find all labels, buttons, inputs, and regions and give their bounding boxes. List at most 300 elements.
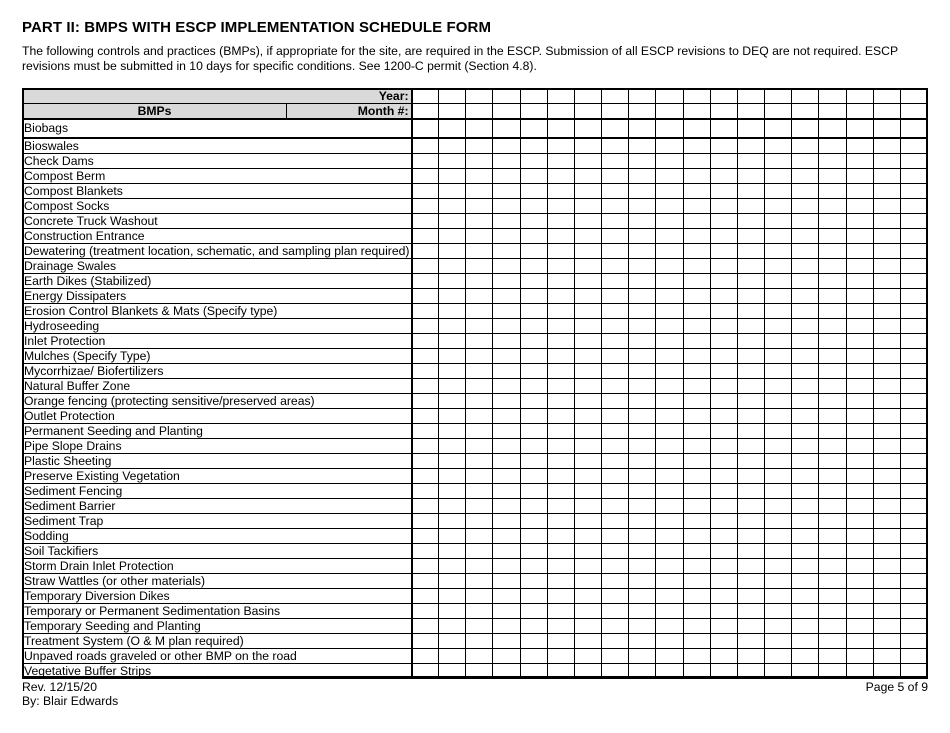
schedule-cell[interactable]: [737, 424, 764, 439]
schedule-cell[interactable]: [439, 649, 466, 664]
schedule-cell[interactable]: [629, 289, 656, 304]
schedule-cell[interactable]: [629, 409, 656, 424]
schedule-cell[interactable]: [656, 199, 683, 214]
schedule-cell[interactable]: [710, 619, 737, 634]
schedule-cell[interactable]: [846, 604, 873, 619]
schedule-cell[interactable]: [683, 214, 710, 229]
schedule-cell[interactable]: [710, 439, 737, 454]
schedule-cell[interactable]: [629, 334, 656, 349]
schedule-cell[interactable]: [846, 499, 873, 514]
schedule-cell[interactable]: [602, 289, 629, 304]
schedule-cell[interactable]: [819, 484, 846, 499]
schedule-cell[interactable]: [846, 544, 873, 559]
month-input-cell[interactable]: [547, 104, 574, 120]
schedule-cell[interactable]: [466, 169, 493, 184]
schedule-cell[interactable]: [412, 289, 439, 304]
schedule-cell[interactable]: [710, 334, 737, 349]
schedule-cell[interactable]: [792, 379, 819, 394]
schedule-cell[interactable]: [439, 394, 466, 409]
schedule-cell[interactable]: [819, 274, 846, 289]
schedule-cell[interactable]: [737, 409, 764, 424]
schedule-cell[interactable]: [493, 349, 520, 364]
schedule-cell[interactable]: [439, 439, 466, 454]
schedule-cell[interactable]: [683, 499, 710, 514]
schedule-cell[interactable]: [683, 469, 710, 484]
schedule-cell[interactable]: [873, 319, 900, 334]
schedule-cell[interactable]: [819, 119, 846, 138]
schedule-cell[interactable]: [765, 544, 792, 559]
schedule-cell[interactable]: [412, 484, 439, 499]
schedule-cell[interactable]: [439, 559, 466, 574]
schedule-cell[interactable]: [574, 529, 601, 544]
year-input-cell[interactable]: [710, 89, 737, 104]
schedule-cell[interactable]: [765, 454, 792, 469]
schedule-cell[interactable]: [710, 214, 737, 229]
schedule-cell[interactable]: [683, 334, 710, 349]
schedule-cell[interactable]: [547, 544, 574, 559]
schedule-cell[interactable]: [520, 424, 547, 439]
month-input-cell[interactable]: [683, 104, 710, 120]
schedule-cell[interactable]: [574, 409, 601, 424]
schedule-cell[interactable]: [439, 574, 466, 589]
schedule-cell[interactable]: [683, 229, 710, 244]
schedule-cell[interactable]: [520, 274, 547, 289]
schedule-cell[interactable]: [765, 289, 792, 304]
schedule-cell[interactable]: [439, 199, 466, 214]
schedule-cell[interactable]: [547, 289, 574, 304]
schedule-cell[interactable]: [439, 454, 466, 469]
schedule-cell[interactable]: [412, 394, 439, 409]
schedule-cell[interactable]: [520, 364, 547, 379]
schedule-cell[interactable]: [602, 138, 629, 154]
schedule-cell[interactable]: [520, 619, 547, 634]
schedule-cell[interactable]: [439, 289, 466, 304]
schedule-cell[interactable]: [792, 424, 819, 439]
schedule-cell[interactable]: [466, 664, 493, 679]
schedule-cell[interactable]: [873, 454, 900, 469]
schedule-cell[interactable]: [466, 559, 493, 574]
schedule-cell[interactable]: [412, 319, 439, 334]
schedule-cell[interactable]: [683, 289, 710, 304]
schedule-cell[interactable]: [819, 559, 846, 574]
schedule-cell[interactable]: [683, 664, 710, 679]
schedule-cell[interactable]: [683, 364, 710, 379]
schedule-cell[interactable]: [683, 454, 710, 469]
schedule-cell[interactable]: [873, 289, 900, 304]
schedule-cell[interactable]: [466, 259, 493, 274]
schedule-cell[interactable]: [656, 589, 683, 604]
schedule-cell[interactable]: [792, 304, 819, 319]
schedule-cell[interactable]: [792, 394, 819, 409]
schedule-cell[interactable]: [710, 184, 737, 199]
schedule-cell[interactable]: [737, 199, 764, 214]
schedule-cell[interactable]: [466, 469, 493, 484]
schedule-cell[interactable]: [737, 634, 764, 649]
schedule-cell[interactable]: [819, 409, 846, 424]
schedule-cell[interactable]: [629, 379, 656, 394]
schedule-cell[interactable]: [819, 244, 846, 259]
schedule-cell[interactable]: [629, 119, 656, 138]
schedule-cell[interactable]: [547, 559, 574, 574]
schedule-cell[interactable]: [683, 304, 710, 319]
schedule-cell[interactable]: [710, 499, 737, 514]
schedule-cell[interactable]: [846, 304, 873, 319]
schedule-cell[interactable]: [819, 604, 846, 619]
schedule-cell[interactable]: [900, 634, 927, 649]
schedule-cell[interactable]: [439, 619, 466, 634]
schedule-cell[interactable]: [629, 214, 656, 229]
schedule-cell[interactable]: [547, 634, 574, 649]
schedule-cell[interactable]: [792, 349, 819, 364]
schedule-cell[interactable]: [656, 349, 683, 364]
schedule-cell[interactable]: [873, 199, 900, 214]
schedule-cell[interactable]: [520, 469, 547, 484]
schedule-cell[interactable]: [547, 229, 574, 244]
schedule-cell[interactable]: [493, 439, 520, 454]
schedule-cell[interactable]: [710, 409, 737, 424]
schedule-cell[interactable]: [493, 499, 520, 514]
schedule-cell[interactable]: [439, 469, 466, 484]
schedule-cell[interactable]: [574, 424, 601, 439]
schedule-cell[interactable]: [547, 319, 574, 334]
schedule-cell[interactable]: [846, 319, 873, 334]
schedule-cell[interactable]: [656, 154, 683, 169]
schedule-cell[interactable]: [574, 214, 601, 229]
year-input-cell[interactable]: [765, 89, 792, 104]
schedule-cell[interactable]: [873, 184, 900, 199]
schedule-cell[interactable]: [520, 604, 547, 619]
schedule-cell[interactable]: [873, 514, 900, 529]
schedule-cell[interactable]: [520, 409, 547, 424]
schedule-cell[interactable]: [412, 544, 439, 559]
schedule-cell[interactable]: [683, 634, 710, 649]
schedule-cell[interactable]: [466, 634, 493, 649]
schedule-cell[interactable]: [629, 559, 656, 574]
month-input-cell[interactable]: [602, 104, 629, 120]
schedule-cell[interactable]: [900, 379, 927, 394]
schedule-cell[interactable]: [493, 259, 520, 274]
schedule-cell[interactable]: [629, 634, 656, 649]
schedule-cell[interactable]: [846, 439, 873, 454]
schedule-cell[interactable]: [412, 574, 439, 589]
schedule-cell[interactable]: [873, 469, 900, 484]
schedule-cell[interactable]: [656, 559, 683, 574]
schedule-cell[interactable]: [656, 409, 683, 424]
schedule-cell[interactable]: [792, 634, 819, 649]
year-input-cell[interactable]: [493, 89, 520, 104]
schedule-cell[interactable]: [819, 199, 846, 214]
schedule-cell[interactable]: [466, 244, 493, 259]
schedule-cell[interactable]: [710, 154, 737, 169]
schedule-cell[interactable]: [520, 138, 547, 154]
schedule-cell[interactable]: [765, 184, 792, 199]
schedule-cell[interactable]: [656, 424, 683, 439]
schedule-cell[interactable]: [656, 454, 683, 469]
schedule-cell[interactable]: [574, 199, 601, 214]
schedule-cell[interactable]: [574, 544, 601, 559]
schedule-cell[interactable]: [602, 589, 629, 604]
schedule-cell[interactable]: [520, 454, 547, 469]
schedule-cell[interactable]: [873, 559, 900, 574]
schedule-cell[interactable]: [819, 364, 846, 379]
schedule-cell[interactable]: [819, 184, 846, 199]
schedule-cell[interactable]: [439, 274, 466, 289]
schedule-cell[interactable]: [737, 364, 764, 379]
schedule-cell[interactable]: [629, 469, 656, 484]
month-input-cell[interactable]: [765, 104, 792, 120]
schedule-cell[interactable]: [574, 274, 601, 289]
schedule-cell[interactable]: [737, 559, 764, 574]
schedule-cell[interactable]: [846, 214, 873, 229]
schedule-cell[interactable]: [656, 544, 683, 559]
schedule-cell[interactable]: [493, 589, 520, 604]
schedule-cell[interactable]: [547, 214, 574, 229]
schedule-cell[interactable]: [466, 604, 493, 619]
schedule-cell[interactable]: [520, 304, 547, 319]
schedule-cell[interactable]: [574, 349, 601, 364]
schedule-cell[interactable]: [900, 289, 927, 304]
schedule-cell[interactable]: [412, 664, 439, 679]
schedule-cell[interactable]: [547, 469, 574, 484]
schedule-cell[interactable]: [900, 199, 927, 214]
schedule-cell[interactable]: [412, 469, 439, 484]
schedule-cell[interactable]: [412, 154, 439, 169]
schedule-cell[interactable]: [900, 664, 927, 679]
month-input-cell[interactable]: [574, 104, 601, 120]
schedule-cell[interactable]: [900, 154, 927, 169]
schedule-cell[interactable]: [656, 184, 683, 199]
schedule-cell[interactable]: [629, 544, 656, 559]
schedule-cell[interactable]: [737, 259, 764, 274]
schedule-cell[interactable]: [574, 559, 601, 574]
schedule-cell[interactable]: [547, 409, 574, 424]
schedule-cell[interactable]: [710, 559, 737, 574]
schedule-cell[interactable]: [737, 604, 764, 619]
schedule-cell[interactable]: [792, 119, 819, 138]
month-input-cell[interactable]: [520, 104, 547, 120]
schedule-cell[interactable]: [765, 229, 792, 244]
schedule-cell[interactable]: [792, 214, 819, 229]
schedule-cell[interactable]: [656, 229, 683, 244]
schedule-cell[interactable]: [547, 364, 574, 379]
schedule-cell[interactable]: [629, 169, 656, 184]
schedule-cell[interactable]: [629, 529, 656, 544]
schedule-cell[interactable]: [765, 514, 792, 529]
month-input-cell[interactable]: [846, 104, 873, 120]
schedule-cell[interactable]: [710, 169, 737, 184]
schedule-cell[interactable]: [765, 484, 792, 499]
schedule-cell[interactable]: [710, 379, 737, 394]
schedule-cell[interactable]: [900, 259, 927, 274]
schedule-cell[interactable]: [846, 334, 873, 349]
schedule-cell[interactable]: [547, 349, 574, 364]
schedule-cell[interactable]: [765, 138, 792, 154]
schedule-cell[interactable]: [629, 364, 656, 379]
schedule-cell[interactable]: [493, 649, 520, 664]
schedule-cell[interactable]: [765, 244, 792, 259]
schedule-cell[interactable]: [547, 154, 574, 169]
schedule-cell[interactable]: [493, 409, 520, 424]
schedule-cell[interactable]: [792, 439, 819, 454]
schedule-cell[interactable]: [819, 169, 846, 184]
schedule-cell[interactable]: [466, 649, 493, 664]
schedule-cell[interactable]: [819, 379, 846, 394]
schedule-cell[interactable]: [602, 514, 629, 529]
schedule-cell[interactable]: [846, 349, 873, 364]
schedule-cell[interactable]: [656, 529, 683, 544]
schedule-cell[interactable]: [602, 229, 629, 244]
schedule-cell[interactable]: [656, 169, 683, 184]
schedule-cell[interactable]: [629, 199, 656, 214]
schedule-cell[interactable]: [819, 634, 846, 649]
schedule-cell[interactable]: [683, 394, 710, 409]
schedule-cell[interactable]: [520, 499, 547, 514]
schedule-cell[interactable]: [520, 289, 547, 304]
schedule-cell[interactable]: [683, 484, 710, 499]
schedule-cell[interactable]: [792, 199, 819, 214]
schedule-cell[interactable]: [873, 484, 900, 499]
schedule-cell[interactable]: [873, 619, 900, 634]
schedule-cell[interactable]: [900, 499, 927, 514]
schedule-cell[interactable]: [819, 424, 846, 439]
schedule-cell[interactable]: [873, 138, 900, 154]
schedule-cell[interactable]: [737, 619, 764, 634]
schedule-cell[interactable]: [873, 244, 900, 259]
schedule-cell[interactable]: [629, 304, 656, 319]
schedule-cell[interactable]: [412, 439, 439, 454]
schedule-cell[interactable]: [656, 469, 683, 484]
schedule-cell[interactable]: [656, 289, 683, 304]
schedule-cell[interactable]: [547, 199, 574, 214]
schedule-cell[interactable]: [602, 409, 629, 424]
schedule-cell[interactable]: [900, 619, 927, 634]
schedule-cell[interactable]: [873, 394, 900, 409]
schedule-cell[interactable]: [547, 439, 574, 454]
schedule-cell[interactable]: [656, 619, 683, 634]
schedule-cell[interactable]: [574, 394, 601, 409]
schedule-cell[interactable]: [574, 184, 601, 199]
schedule-cell[interactable]: [819, 289, 846, 304]
year-input-cell[interactable]: [846, 89, 873, 104]
year-input-cell[interactable]: [466, 89, 493, 104]
schedule-cell[interactable]: [737, 274, 764, 289]
schedule-cell[interactable]: [710, 138, 737, 154]
schedule-cell[interactable]: [792, 244, 819, 259]
schedule-cell[interactable]: [520, 319, 547, 334]
schedule-cell[interactable]: [466, 574, 493, 589]
schedule-cell[interactable]: [900, 604, 927, 619]
schedule-cell[interactable]: [466, 274, 493, 289]
schedule-cell[interactable]: [412, 244, 439, 259]
schedule-cell[interactable]: [792, 529, 819, 544]
schedule-cell[interactable]: [466, 499, 493, 514]
schedule-cell[interactable]: [574, 649, 601, 664]
schedule-cell[interactable]: [765, 559, 792, 574]
schedule-cell[interactable]: [466, 304, 493, 319]
schedule-cell[interactable]: [765, 619, 792, 634]
schedule-cell[interactable]: [574, 138, 601, 154]
schedule-cell[interactable]: [547, 304, 574, 319]
schedule-cell[interactable]: [656, 439, 683, 454]
schedule-cell[interactable]: [846, 529, 873, 544]
schedule-cell[interactable]: [412, 349, 439, 364]
schedule-cell[interactable]: [602, 199, 629, 214]
schedule-cell[interactable]: [574, 154, 601, 169]
schedule-cell[interactable]: [412, 184, 439, 199]
schedule-cell[interactable]: [412, 119, 439, 138]
schedule-cell[interactable]: [602, 544, 629, 559]
schedule-cell[interactable]: [466, 138, 493, 154]
schedule-cell[interactable]: [439, 589, 466, 604]
schedule-cell[interactable]: [819, 574, 846, 589]
schedule-cell[interactable]: [493, 169, 520, 184]
schedule-cell[interactable]: [466, 529, 493, 544]
schedule-cell[interactable]: [737, 119, 764, 138]
schedule-cell[interactable]: [792, 319, 819, 334]
schedule-cell[interactable]: [439, 529, 466, 544]
schedule-cell[interactable]: [520, 484, 547, 499]
schedule-cell[interactable]: [819, 304, 846, 319]
schedule-cell[interactable]: [656, 514, 683, 529]
schedule-cell[interactable]: [873, 214, 900, 229]
schedule-cell[interactable]: [737, 349, 764, 364]
schedule-cell[interactable]: [493, 364, 520, 379]
schedule-cell[interactable]: [547, 379, 574, 394]
schedule-cell[interactable]: [765, 424, 792, 439]
schedule-cell[interactable]: [602, 349, 629, 364]
schedule-cell[interactable]: [765, 199, 792, 214]
schedule-cell[interactable]: [466, 119, 493, 138]
schedule-cell[interactable]: [602, 379, 629, 394]
schedule-cell[interactable]: [792, 138, 819, 154]
schedule-cell[interactable]: [737, 529, 764, 544]
schedule-cell[interactable]: [873, 334, 900, 349]
schedule-cell[interactable]: [737, 138, 764, 154]
schedule-cell[interactable]: [493, 604, 520, 619]
schedule-cell[interactable]: [629, 439, 656, 454]
schedule-cell[interactable]: [602, 484, 629, 499]
schedule-cell[interactable]: [710, 514, 737, 529]
schedule-cell[interactable]: [846, 244, 873, 259]
schedule-cell[interactable]: [574, 319, 601, 334]
schedule-cell[interactable]: [710, 589, 737, 604]
schedule-cell[interactable]: [683, 199, 710, 214]
year-input-cell[interactable]: [412, 89, 439, 104]
schedule-cell[interactable]: [819, 529, 846, 544]
schedule-cell[interactable]: [846, 484, 873, 499]
schedule-cell[interactable]: [574, 289, 601, 304]
schedule-cell[interactable]: [900, 544, 927, 559]
schedule-cell[interactable]: [656, 119, 683, 138]
schedule-cell[interactable]: [737, 589, 764, 604]
schedule-cell[interactable]: [873, 304, 900, 319]
schedule-cell[interactable]: [873, 589, 900, 604]
schedule-cell[interactable]: [574, 574, 601, 589]
month-input-cell[interactable]: [819, 104, 846, 120]
schedule-cell[interactable]: [765, 119, 792, 138]
schedule-cell[interactable]: [547, 499, 574, 514]
schedule-cell[interactable]: [792, 274, 819, 289]
schedule-cell[interactable]: [547, 454, 574, 469]
schedule-cell[interactable]: [846, 364, 873, 379]
schedule-cell[interactable]: [765, 529, 792, 544]
schedule-cell[interactable]: [602, 169, 629, 184]
schedule-cell[interactable]: [493, 334, 520, 349]
schedule-cell[interactable]: [819, 499, 846, 514]
schedule-cell[interactable]: [602, 664, 629, 679]
schedule-cell[interactable]: [520, 634, 547, 649]
schedule-cell[interactable]: [656, 214, 683, 229]
